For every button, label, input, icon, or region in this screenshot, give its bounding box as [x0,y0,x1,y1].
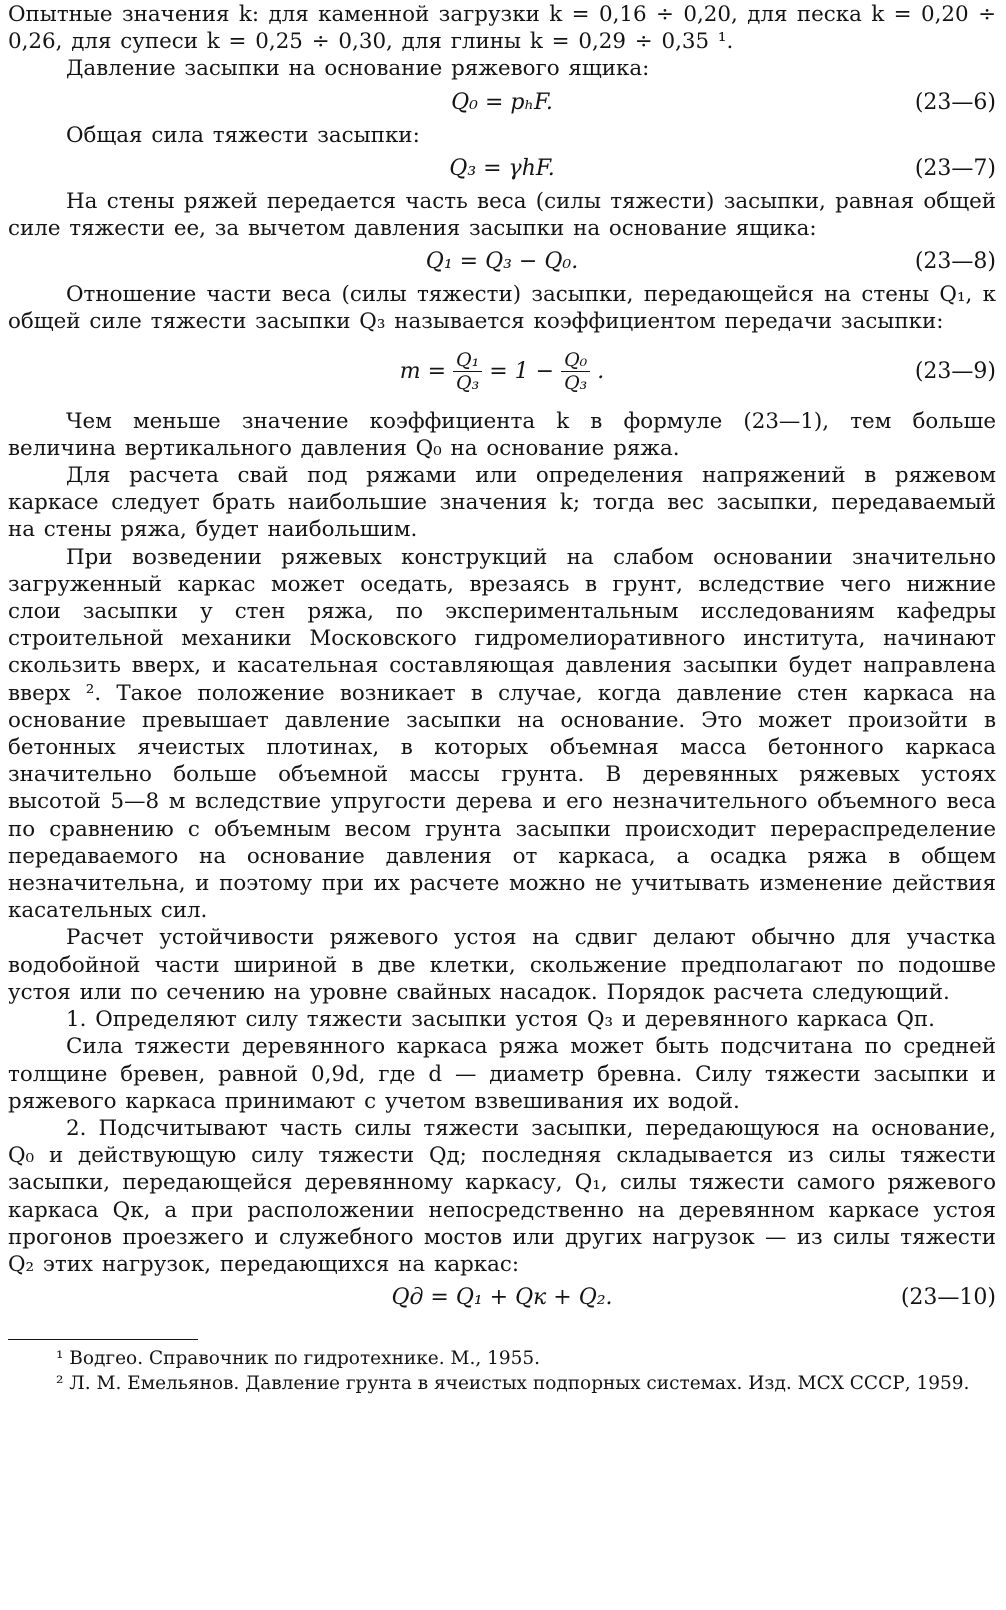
equation-number: (23—6) [914,89,996,115]
paragraph-total-weight: Общая сила тяжести засыпки: [66,122,420,148]
footnote-1: ¹ Водгео. Справочник по гидротехнике. М., 1955. [56,1348,541,1370]
equation-23-6 [8,83,996,122]
equation-number: (23—10) [900,1285,996,1311]
fraction-denominator: Q₃ [564,372,588,395]
equation-middle: = 1 − [489,358,555,384]
equation-body: Q₁ = Q₃ − Q₀. [425,249,579,275]
equation-tail: . [597,358,605,384]
paragraph-wall-load: На стены ряжей передается часть веса (силы тяжести) засыпки, равная общей силе тяжести ее, за вычетом давления засыпки на основание ящика: [8,188,996,242]
paragraph-pile-design: Для расчета свай под ряжами или определения напряжений в ряжевом каркасе следует брать наибольшие значения k; тогда вес засыпки, передаваемый на стены ряжа, будет наибольшим. [8,463,996,543]
equation-23-8 [8,242,996,281]
equation-body: Q₀ = pₕF. [451,89,553,115]
fraction-numerator: Q₀ [561,349,590,372]
paragraph-frame-weight: Сила тяжести деревянного каркаса ряжа может быть подсчитана по средней толщине бревен, равной 0,9d, где d — диаметр бревна. Силу тяжести засыпки и ряжевого каркаса принимают с учетом взвешивания их водой. [8,1034,996,1114]
equation-body: Q₃ = γhF. [449,155,555,181]
fraction-q1-q3 [453,349,482,394]
equation-23-10 [8,1278,996,1317]
footnote-2: ² Л. М. Емельянов. Давление грунта в ячеистых подпорных системах. Изд. МСХ СССР, 1959. [56,1373,970,1395]
fraction-denominator: Q₃ [456,372,480,395]
paragraph-step-2: 2. Подсчитывают часть силы тяжести засыпки, передающуюся на основание, Q₀ и действующую силу тяжести Qд; последняя складывается из силы тяжести засыпки, передающейся деревянному каркасу, Q₁, силы тяжести самого ряжевого каркаса Qк, а при расположении непосредственно на деревянном каркасе устоя прогонов проезжего и служебного мостов или других нагрузок — из силы тяжести Q₂ этих нагрузок, передающихся на каркас: [8,1115,996,1277]
equation-23-7 [8,149,996,188]
paragraph-base-pressure: Давление засыпки на основание ряжевого ящика: [66,56,650,82]
equation-number: (23—7) [914,155,996,181]
paragraph-step-1: 1. Определяют силу тяжести засыпки устоя Q₃ и деревянного каркаса Qп. [66,1007,935,1033]
paragraph-k-effect: Чем меньше значение коэффициента k в формуле (23—1), тем больше величина вертикального давления Q₀ на основание ряжа. [8,408,996,461]
paragraph-transfer-coefficient: Отношение части веса (силы тяжести) засыпки, передающейся на стены Q₁, к общей силе тяжести засыпки Q₃ называется коэффициентом передачи засыпки: [8,282,996,335]
fraction-numerator: Q₁ [453,349,482,372]
paragraph-weak-foundation: При возведении ряжевых конструкций на слабом основании значительно загруженный каркас может оседать, врезаясь в грунт, вследствие чего нижние слои засыпки у стен ряжа, по экспериментальным исследованиям кафедры строительной механики Московского гидромелиоративного института, начинают скользить вверх, и касательная составляющая давления засыпки будет направлена вверх ². Такое положение возникает в случае, когда давление стен каркаса на основание превышает давление засыпки на основание. Это может произойти в бетонных ячеистых плотинах, в которых объемная масса бетонного каркаса значительно больше объемной массы грунта. В деревянных ряжевых устоях высотой 5—8 м вследствие упругости дерева и его незначительного объемного веса по сравнению с объемным весом грунта засыпки происходит перераспределение передаваемого на основание давления от каркаса, а осадка ряжа в общем незначительна, и поэтому при их расчете можно не учитывать изменение действия касательных сил. [8,544,996,924]
equation-23-9 [8,336,996,408]
paragraph-k-values: Опытные значения k: для каменной загрузки k = 0,16 ÷ 0,20, для песка k = 0,20 ÷ 0,26, для супеси k = 0,25 ÷ 0,30, для глины k = 0,29 ÷ 0,35 ¹. [8,2,996,55]
equation-lhs: m = [399,358,447,384]
equation-number: (23—8) [914,249,996,275]
document-page [0,1,1006,1610]
footnote-divider [8,1339,198,1340]
fraction-q0-q3 [561,349,590,394]
equation-number: (23—9) [914,358,996,384]
equation-body: Qд = Q₁ + Qк + Q₂. [391,1285,613,1311]
paragraph-shear-stability: Расчет устойчивости ряжевого устоя на сдвиг делают обычно для участка водобойной части шириной в две клетки, скольжение предполагают по подошве устоя или по сечению на уровне свайных насадок. Порядок расчета следующий. [8,925,996,1005]
